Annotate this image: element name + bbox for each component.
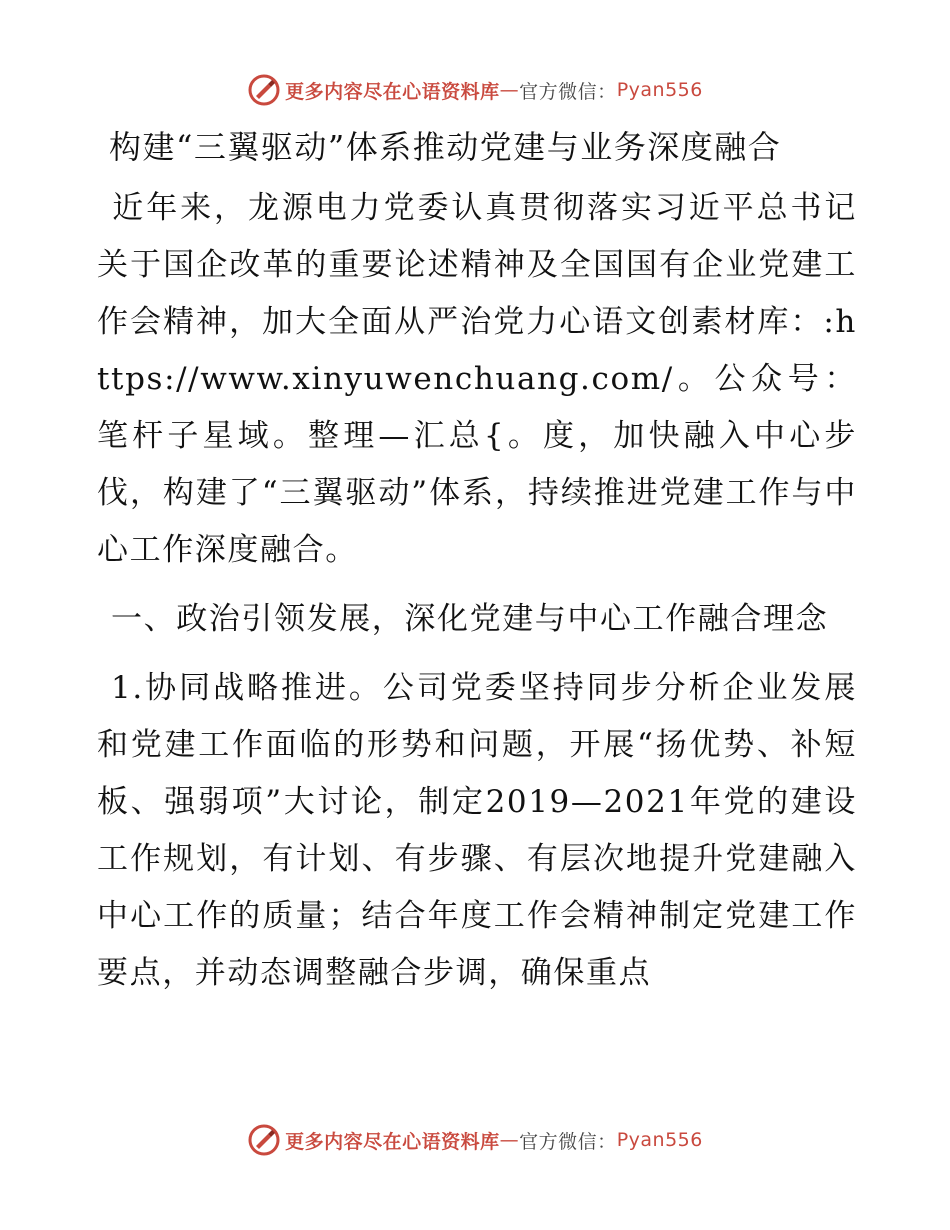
document-body (97, 118, 857, 1014)
banner-wechat-label: 官方微信： (519, 1130, 617, 1153)
banner-wechat-id: Pyan556 (616, 79, 703, 101)
banner-brand-text: 更多内容尽在心语资料库 (285, 80, 500, 103)
section-heading (97, 591, 857, 648)
intro-paragraph (97, 180, 857, 579)
brand-logo-icon (247, 1123, 281, 1157)
banner-dash: — (499, 1129, 520, 1151)
intro-paragraph-text: 近年来，龙源电力党委认真贯彻落实习近平总书记关于国企改革的重要论述精神及全国国有企业党建工作会精神，加大全面从严治党力心语文创素材库：:https://www.xinyuwenchuang.com/。公众号：笔杆子星域。整理—汇总{。度，加快融入中心步伐，构建了“三翼驱动”体系，持续推进党建工作与中心工作深度融合。 (97, 190, 857, 568)
brand-logo-icon (247, 73, 281, 107)
header-banner (0, 70, 950, 110)
banner-wechat-label: 官方微信： (519, 80, 617, 103)
document-title: 构建“三翼驱动”体系推动党建与业务深度融合 (109, 128, 782, 166)
banner-dash: — (499, 79, 520, 101)
footer-banner (0, 1120, 950, 1160)
section-paragraph (97, 660, 857, 1002)
banner-wechat-id: Pyan556 (616, 1129, 703, 1151)
section-heading-text: 一、政治引领发展，深化党建与中心工作融合理念 (111, 601, 829, 637)
banner-brand-text: 更多内容尽在心语资料库 (285, 1130, 500, 1153)
section-paragraph-text: 1.协同战略推进。公司党委坚持同步分析企业发展和党建工作面临的形势和问题，开展“扬优势、补短板、强弱项”大讨论，制定2019—2021年党的建设工作规划，有计划、有步骤、有层次地提升党建融入中心工作的质量；结合年度工作会精神制定党建工作要点，并动态调整融合步调，确保重点 (97, 670, 857, 991)
